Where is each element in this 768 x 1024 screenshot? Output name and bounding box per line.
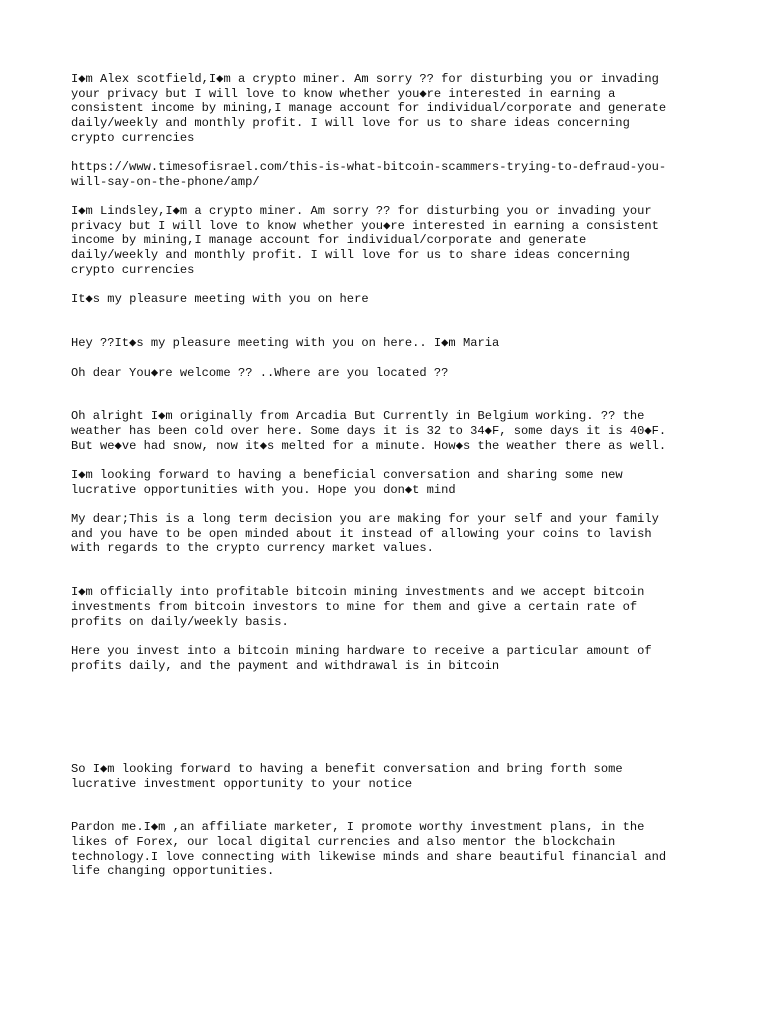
paragraph-9-line-3: with regards to the crypto currency market values. [71,541,434,555]
paragraph-11-line-2: profits daily, and the payment and withdrawal is in bitcoin [71,659,500,673]
paragraph-10-line-1: I◆m officially into profitable bitcoin mining investments and we accept bitcoin [71,585,645,599]
paragraph-3-line-5: crypto currencies [71,263,195,277]
paragraph-8-line-2: lucrative opportunities with you. Hope you don◆t mind [71,483,456,497]
paragraph-13-line-4: life changing opportunities. [71,864,275,878]
paragraph-5-line-1: Hey ??It◆s my pleasure meeting with you on here.. I◆m Maria [71,336,500,350]
url-line-2: will-say-on-the-phone/amp/ [71,175,260,189]
paragraph-9-line-2: and you have to be open minded about it instead of allowing your coins to lavish [71,527,652,541]
paragraph-12-line-1: So I◆m looking forward to having a benefit conversation and bring forth some [71,762,623,776]
paragraph-10-line-2: investments from bitcoin investors to mine for them and give a certain rate of [71,600,638,614]
paragraph-1-line-5: crypto currencies [71,131,195,145]
paragraph-3-line-1: I◆m Lindsley,I◆m a crypto miner. Am sorry ?? for disturbing you or invading your [71,204,652,218]
paragraph-9-line-1: My dear;This is a long term decision you are making for your self and your family [71,512,659,526]
paragraph-7-line-1: Oh alright I◆m originally from Arcadia But Currently in Belgium working. ?? the [71,409,645,423]
paragraph-13-line-3: technology.I love connecting with likewise minds and share beautiful financial and [71,850,667,864]
paragraph-3-line-3: income by mining,I manage account for individual/corporate and generate [71,233,587,247]
paragraph-11-line-1: Here you invest into a bitcoin mining hardware to receive a particular amount of [71,644,652,658]
paragraph-3-line-4: daily/weekly and monthly profit. I will love for us to share ideas concerning [71,248,630,262]
paragraph-12-line-2: lucrative investment opportunity to your notice [71,777,413,791]
paragraph-13-line-1: Pardon me.I◆m ,an affiliate marketer, I promote worthy investment plans, in the [71,820,645,834]
paragraph-1-line-2: your privacy but I will love to know whether you◆re interested in earning a [71,87,616,101]
url-line-1: https://www.timesofisrael.com/this-is-what-bitcoin-scammers-trying-to-defraud-you- [71,160,667,174]
paragraph-3-line-2: privacy but I will love to know whether you◆re interested in earning a consistent [71,219,659,233]
paragraph-10-line-3: profits on daily/weekly basis. [71,615,289,629]
paragraph-7-line-2: weather has been cold over here. Some days it is 32 to 34◆F, some days it is 40◆F. [71,424,667,438]
paragraph-6-line-1: Oh dear You◆re welcome ?? ..Where are you located ?? [71,366,449,380]
paragraph-13-line-2: likes of Forex, our local digital currencies and also mentor the blockchain [71,835,616,849]
paragraph-4-line-1: It◆s my pleasure meeting with you on here [71,292,369,306]
paragraph-7-line-3: But we◆ve had snow, now it◆s melted for a minute. How◆s the weather there as well. [71,439,667,453]
paragraph-1-line-1: I◆m Alex scotfield,I◆m a crypto miner. Am sorry ?? for disturbing you or invading [71,72,659,86]
paragraph-8-line-1: I◆m looking forward to having a beneficial conversation and sharing some new [71,468,623,482]
paragraph-1-line-3: consistent income by mining,I manage account for individual/corporate and generate [71,101,667,115]
paragraph-1-line-4: daily/weekly and monthly profit. I will love for us to share ideas concerning [71,116,630,130]
